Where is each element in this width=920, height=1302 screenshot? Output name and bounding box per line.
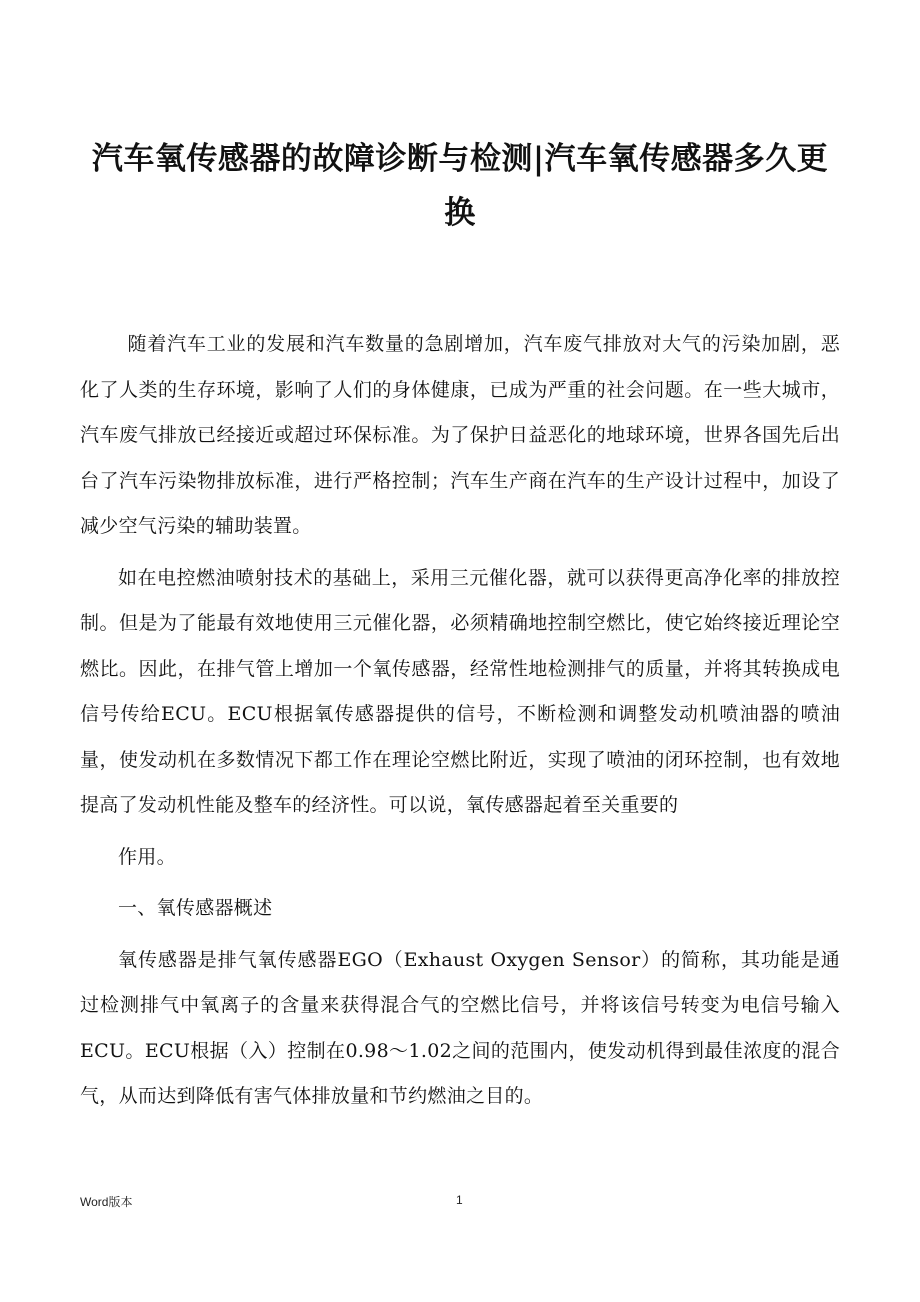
document-body (80, 322, 840, 1126)
paragraph-definition: 氧传感器是排气氧传感器EGO（Exhaust Oxygen Sensor）的简称，其功能是通过检测排气中氧离子的含量来获得混合气的空燃比信号，并将该信号转变为电信号输入ECU。ECU根据（入）控制在0.98～1.02之间的范围内，使发动机得到最佳浓度的混合气，从而达到降低有害气体排放量和节约燃油之目的。 (80, 948, 840, 1107)
document-title: 汽车氧传感器的故障诊断与检测|汽车氧传感器多久更换 (91, 141, 829, 231)
footer-page-number: 1 (456, 1193, 463, 1207)
section-heading-overview: 一、氧传感器概述 (118, 897, 273, 919)
paragraph-role: 作用。 (118, 845, 176, 868)
footer-version-label: Word版本 (80, 1195, 133, 1209)
paragraph-intro: 随着汽车工业的发展和汽车数量的急剧增加，汽车废气排放对大气的污染加剧，恶化了人类的生存环境，影响了人们的身体健康，已成为严重的社会问题。在一些大城市，汽车废气排放已经接近或超过环保标准。为了保护日益恶化的地球环境，世界各国先后出台了汽车污染物排放标准，进行严格控制；汽车生产商在汽车的生产设计过程中，加设了减少空气污染的辅助装置。 (80, 333, 840, 537)
paragraph-catalyst: 如在电控燃油喷射技术的基础上，采用三元催化器，就可以获得更高净化率的排放控制。但是为了能最有效地使用三元催化器，必须精确地控制空燃比，使它始终接近理论空燃比。因此，在排气管上增加一个氧传感器，经常性地检测排气的质量，并将其转换成电信号传给ECU。ECU根据氧传感器提供的信号，不断检测和调整发动机喷油器的喷油量，使发动机在多数情况下都工作在理论空燃比附近，实现了喷油的闭环控制，也有效地提高了发动机性能及整车的经济性。可以说，氧传感器起着至关重要的 (80, 566, 840, 816)
